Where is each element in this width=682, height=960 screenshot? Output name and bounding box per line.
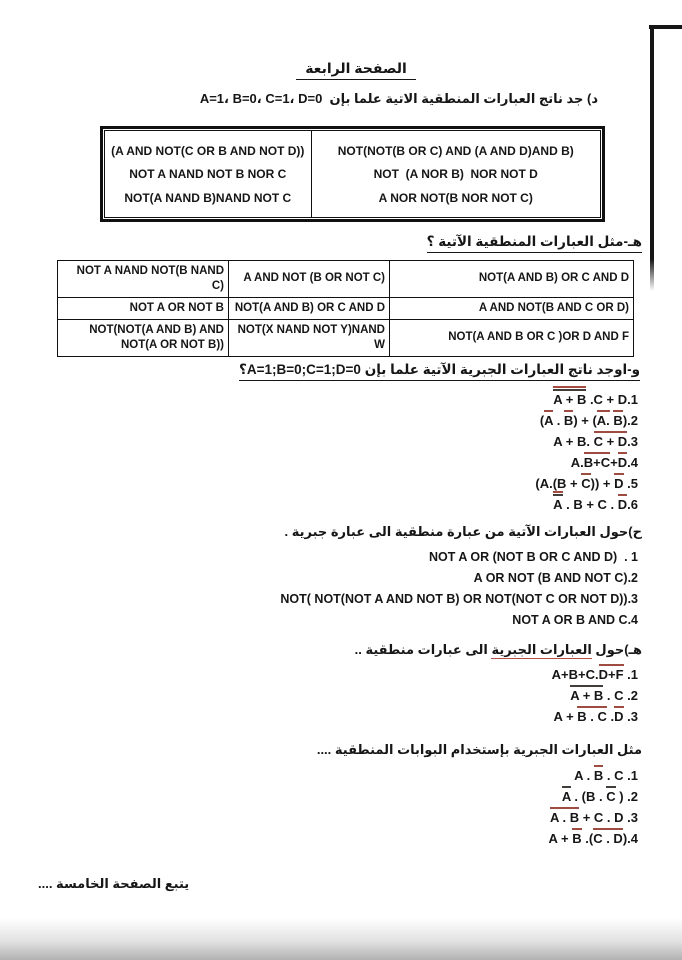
convert-expression-line: A OR NOT (B AND NOT C).2 bbox=[473, 571, 638, 585]
table-cell: NOT(NOT(A AND B) AND NOT(A OR NOT B)) bbox=[58, 319, 229, 356]
expression-line bbox=[535, 452, 638, 473]
box-expression: NOT A NAND NOT B NOR C bbox=[129, 167, 287, 181]
box-expression: NOT(NOT(B OR C) AND (A AND D)AND B) bbox=[337, 143, 574, 158]
expressions-table bbox=[57, 260, 634, 357]
overbar-term: A + B bbox=[570, 685, 603, 703]
convert-expression-line: NOT( NOT(NOT A AND NOT B) OR NOT(NOT C OR NOT D)).3 bbox=[280, 592, 638, 606]
item-number: .4 bbox=[627, 455, 638, 470]
overbar-term: A + B bbox=[553, 389, 586, 407]
term: . bbox=[606, 709, 615, 724]
item-number: .3 bbox=[623, 709, 638, 724]
expression-line bbox=[552, 685, 638, 706]
item-number: .1 bbox=[623, 768, 638, 783]
table-cell: NOT(A AND B) OR C AND D bbox=[390, 261, 634, 298]
term: A+B+C. bbox=[551, 667, 599, 682]
heading-part-underlined: العبارات الجبرية bbox=[491, 642, 592, 657]
term: . (B . bbox=[570, 789, 607, 804]
table-cell: NOT A NAND NOT(B NAND C) bbox=[58, 261, 229, 298]
box-right-column bbox=[312, 131, 601, 217]
overbar-term: C bbox=[606, 786, 615, 804]
overbar-term: A. bbox=[597, 410, 610, 428]
table-cell: A AND NOT (B OR NOT C) bbox=[229, 261, 390, 298]
expression-line bbox=[549, 765, 639, 786]
expression-line bbox=[549, 786, 639, 807]
box-expression: NOT (A NOR B) NOR NOT D bbox=[373, 167, 538, 181]
overbar-term: B bbox=[572, 828, 581, 846]
expression-line bbox=[549, 807, 639, 828]
term: A . bbox=[574, 768, 594, 783]
item-number: .2 bbox=[623, 789, 638, 804]
box-expression: NOT(A NAND B)NAND NOT C bbox=[124, 190, 292, 205]
item-number: .3 bbox=[623, 810, 638, 825]
table-cell: NOT(A AND B OR C )OR D AND F bbox=[390, 319, 634, 356]
table-cell: NOT(A AND B) OR C AND D bbox=[229, 297, 390, 319]
overbar-term: B bbox=[613, 410, 622, 428]
term: )) + bbox=[590, 476, 615, 491]
overbar-term: D+F bbox=[599, 664, 624, 682]
term: ) bbox=[622, 413, 628, 428]
page-footer: يتبع الصفحة الخامسة .... bbox=[38, 876, 190, 891]
term: ( bbox=[539, 413, 545, 428]
expression-line bbox=[535, 389, 638, 410]
item-number: .4 bbox=[627, 831, 638, 846]
term: .C + D bbox=[586, 392, 628, 407]
section-algebra-heading bbox=[239, 362, 640, 381]
section-gates-heading bbox=[317, 742, 642, 758]
item-number: .2 bbox=[627, 413, 638, 428]
algebra-expressions-list bbox=[535, 389, 638, 515]
page-title: الصفحة الرابعة bbox=[296, 60, 416, 80]
box-expression: A NOR NOT(B NOR NOT C) bbox=[378, 190, 533, 205]
table-row bbox=[58, 297, 634, 319]
expression-line bbox=[552, 706, 638, 727]
overbar-term: C bbox=[581, 473, 590, 491]
expression-line bbox=[535, 473, 638, 494]
overbar-term: A bbox=[562, 786, 571, 804]
overbar-term: B . C bbox=[577, 706, 607, 724]
bottom-scan-shadow bbox=[0, 918, 682, 960]
term: A + B. bbox=[553, 434, 594, 449]
section-convert-heading-text: ح)حول العبارات الآتية من عبارة منطقية الى عبارة جبرية . bbox=[284, 524, 642, 539]
term: A + bbox=[553, 709, 578, 724]
overbar-term: C + D bbox=[594, 431, 628, 449]
expression-line bbox=[549, 828, 639, 849]
overbar-term: B bbox=[564, 410, 573, 428]
expressions-box-inner bbox=[104, 130, 601, 218]
overbar-term: A bbox=[553, 494, 562, 512]
term: + C . D bbox=[579, 810, 624, 825]
heading-part: هـ)حول bbox=[591, 642, 642, 657]
convert-expressions-list bbox=[280, 547, 638, 631]
term: .( bbox=[581, 831, 594, 846]
question-d-heading: د) جد ناتج العبارات المنطقية الاتية علما بإن A=1، B=0، C=1، D=0 bbox=[199, 91, 598, 106]
term: ) bbox=[622, 831, 628, 846]
algebra-to-logic-list bbox=[552, 664, 638, 727]
term: A. bbox=[570, 455, 584, 470]
term: A + bbox=[548, 831, 573, 846]
section-algebra-heading-text: و-اوجد ناتج العبارات الجبرية الآتية علما بإن A=1;B=0;C=1;D=0؟ bbox=[239, 362, 640, 381]
table-cell: NOT(X NAND NOT Y)NAND W bbox=[229, 319, 390, 356]
term: . B + C . bbox=[562, 497, 618, 512]
overbar-term: D bbox=[618, 494, 627, 512]
term: . C bbox=[603, 688, 624, 703]
term: ) bbox=[615, 789, 624, 804]
expression-line bbox=[535, 494, 638, 515]
term: + bbox=[610, 455, 618, 470]
section-convert-heading bbox=[285, 524, 642, 540]
convert-expression-line: NOT A OR B AND C.4 bbox=[512, 613, 638, 627]
convert-expression-line: NOT A OR (NOT B OR C AND D) . 1 bbox=[428, 550, 638, 564]
heading-part: الى عبارات منطقية .. bbox=[354, 642, 492, 657]
term: ) + ( bbox=[573, 413, 597, 428]
item-number: .2 bbox=[623, 688, 638, 703]
section-model-heading bbox=[427, 234, 642, 253]
gates-expressions-list bbox=[549, 765, 639, 849]
section-gates-heading-text: مثل العبارات الجبرية بإستخدام البوابات المنطقية .... bbox=[316, 742, 642, 757]
overbar-term: B+C bbox=[584, 452, 610, 470]
table-row bbox=[58, 319, 634, 356]
expression-line bbox=[535, 410, 638, 431]
item-number: .3 bbox=[627, 434, 638, 449]
expression-line bbox=[535, 431, 638, 452]
overbar-term: A . B bbox=[550, 807, 579, 825]
table-row bbox=[58, 261, 634, 298]
overbar-term: D bbox=[614, 706, 623, 724]
item-number: .6 bbox=[627, 497, 638, 512]
term: (A.(B + bbox=[535, 476, 582, 491]
expressions-box bbox=[100, 126, 605, 222]
overbar-term: C . D bbox=[593, 828, 623, 846]
scan-border-line-vertical bbox=[650, 25, 654, 291]
item-number: .1 bbox=[623, 667, 638, 682]
table-cell: A AND NOT(B AND C OR D) bbox=[390, 297, 634, 319]
item-number: .5 bbox=[623, 476, 638, 491]
overbar-term: A bbox=[544, 410, 553, 428]
overbar-term: D bbox=[618, 452, 627, 470]
term: . bbox=[553, 413, 564, 428]
overbar-term: D bbox=[614, 473, 623, 491]
section-algebra-to-logic-heading bbox=[355, 642, 642, 658]
overbar-term: B bbox=[594, 765, 603, 783]
box-expression: (A AND NOT(C OR B AND NOT D)) bbox=[111, 143, 305, 158]
expression-line bbox=[552, 664, 638, 685]
section-model-heading-text: هـ-مثل العبارات المنطقية الآتية ؟ bbox=[427, 234, 642, 253]
box-left-column bbox=[105, 131, 312, 217]
table-cell: NOT A OR NOT B bbox=[58, 297, 229, 319]
term: . C bbox=[603, 768, 624, 783]
item-number: .1 bbox=[627, 392, 638, 407]
